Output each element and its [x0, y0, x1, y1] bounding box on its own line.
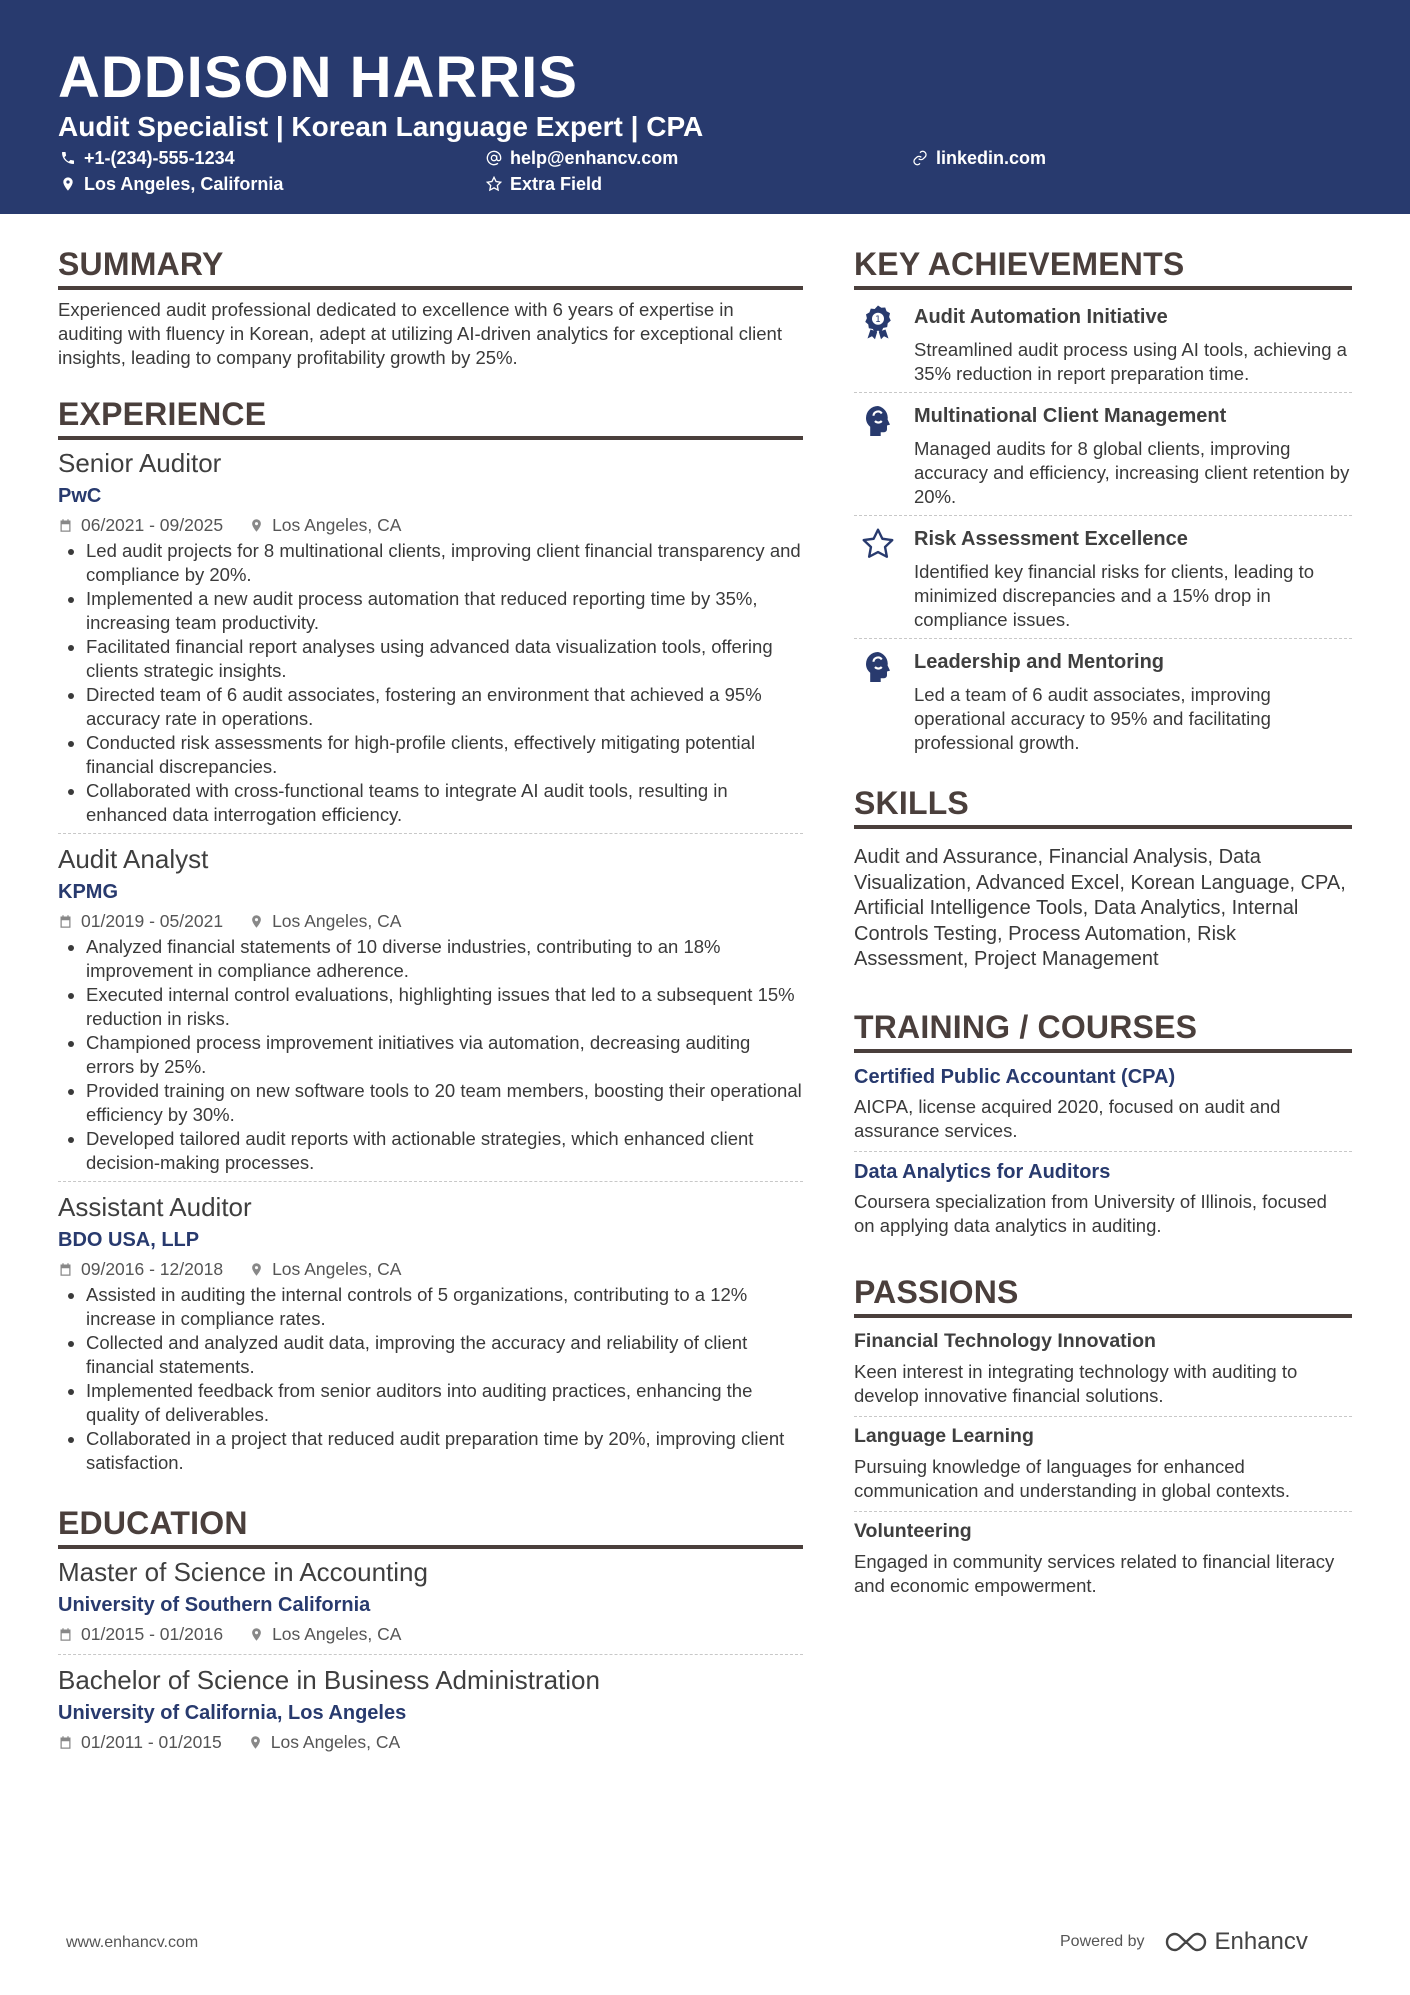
achievement-item	[854, 515, 1352, 638]
education-entry	[58, 1555, 803, 1654]
job-location	[249, 1257, 401, 1281]
job-location-text: Los Angeles, CA	[272, 1259, 402, 1279]
contact-linkedin[interactable]	[912, 146, 1046, 170]
achievement-title: Audit Automation Initiative	[914, 306, 1168, 328]
contact-extra	[486, 172, 602, 196]
bullet-item: • Implemented a new audit process automation that reduced reporting time by 35%, increasing team productivity.	[86, 587, 803, 635]
linkedin-link[interactable]: linkedin.com	[936, 148, 1047, 168]
location-pin-icon	[60, 176, 76, 192]
bullet-item: • Collaborated with cross-functional teams to integrate AI audit tools, resulting in enhanced data interrogation efficiency.	[86, 779, 803, 827]
school-name: University of Southern California	[58, 1594, 371, 1616]
powered-by-label: Powered by	[1060, 1933, 1145, 1950]
calendar-icon	[58, 518, 73, 533]
bullet-item: • Assisted in auditing the internal controls of 5 organizations, contributing to a 12% increase in compliance rates.	[86, 1283, 803, 1331]
link-icon	[912, 150, 928, 166]
location-pin-icon	[249, 1627, 264, 1642]
candidate-role: Audit Specialist | Korean Language Expert | CPA	[58, 111, 704, 142]
location-text: Los Angeles, California	[84, 174, 284, 194]
section-title: EXPERIENCE	[58, 394, 803, 440]
location-pin-icon	[249, 1262, 264, 1277]
school-name: University of California, Los Angeles	[58, 1702, 407, 1724]
achievement-icon-wrap	[854, 304, 914, 386]
calendar-icon	[58, 914, 73, 929]
company-name: BDO USA, LLP	[58, 1229, 200, 1251]
location-pin-icon	[248, 1735, 263, 1750]
section-title: TRAINING / COURSES	[854, 1007, 1352, 1053]
section-title: EDUCATION	[58, 1503, 803, 1549]
achievement-title: Risk Assessment Excellence	[914, 528, 1188, 550]
calendar-icon	[58, 1262, 73, 1277]
course-text: AICPA, license acquired 2020, focused on audit and assurance services.	[854, 1095, 1281, 1141]
bullet-item: • Executed internal control evaluations, highlighting issues that led to a subsequent 15% reduction in risks.	[86, 983, 803, 1031]
company-name: KPMG	[58, 881, 118, 903]
job-location	[249, 513, 401, 537]
location-pin-icon	[249, 914, 264, 929]
bullet-item: • Facilitated financial report analyses using advanced data visualization tools, offering clients strategic insights.	[86, 635, 803, 683]
education-dates: 01/2015 - 01/2016	[81, 1624, 224, 1644]
achievement-icon-wrap	[854, 403, 914, 509]
job-location	[249, 909, 401, 933]
skills-text: Audit and Assurance, Financial Analysis, Data Visualization, Advanced Excel, Korean Language, CPA, Artificial Intelligence Tools, Data Analytics, Internal Controls Testing, Process Automation, Risk Assessment, Project Management	[854, 846, 1346, 970]
passions-section	[854, 1272, 1352, 1606]
extra-field-text: Extra Field	[510, 174, 603, 194]
job-dates: 06/2021 - 09/2025	[81, 515, 224, 535]
bullet-item: • Directed team of 6 audit associates, fostering an environment that achieved a 95% accuracy rate in operations.	[86, 683, 803, 731]
section-title: SUMMARY	[58, 244, 803, 290]
head-profile-icon	[860, 403, 896, 439]
course-item	[854, 1057, 1352, 1151]
summary-section	[58, 244, 803, 370]
achievement-text: Identified key financial risks for clients, leading to minimized discrepancies and a 15% drop in compliance issues.	[914, 561, 1315, 630]
passion-title: Volunteering	[854, 1519, 972, 1542]
job-location-text: Los Angeles, CA	[272, 911, 402, 931]
bullet-item: • Developed tailored audit reports with actionable strategies, which enhanced client decision-making processes.	[86, 1127, 803, 1175]
bullet-item: • Collaborated in a project that reduced audit preparation time by 20%, improving client satisfaction.	[86, 1427, 803, 1475]
job-title: Senior Auditor	[58, 448, 222, 478]
phone-text: +1-(234)-555-1234	[84, 148, 235, 168]
education-location	[248, 1730, 400, 1754]
education-location	[249, 1622, 401, 1646]
head-profile-icon	[860, 649, 896, 685]
skills-section	[854, 783, 1352, 973]
calendar-icon	[58, 1627, 73, 1642]
phone-icon	[60, 150, 76, 166]
job-entry	[58, 446, 803, 833]
contact-email[interactable]	[486, 146, 678, 170]
job-meta	[58, 909, 803, 933]
experience-section	[58, 394, 803, 1481]
resume-header	[0, 0, 1410, 214]
passion-text: Keen interest in integrating technology with auditing to develop innovative financial solutions.	[854, 1360, 1298, 1406]
passion-text: Pursuing knowledge of languages for enhanced communication and understanding in global contexts.	[854, 1455, 1291, 1501]
job-entry	[58, 1181, 803, 1481]
contact-phone	[60, 146, 235, 170]
course-item	[854, 1151, 1352, 1246]
passion-item	[854, 1416, 1352, 1511]
bullet-item: • Championed process improvement initiatives via automation, decreasing auditing errors by 25%.	[86, 1031, 803, 1079]
job-dates: 01/2019 - 05/2021	[81, 911, 224, 931]
job-bullets	[58, 539, 803, 827]
education-location-text: Los Angeles, CA	[272, 1624, 402, 1644]
passion-text: Engaged in community services related to financial literacy and economic empowerment.	[854, 1550, 1335, 1596]
summary-text: Experienced audit professional dedicated to excellence with 6 years of expertise in auditing with fluency in Korean, adept at utilizing AI-driven analytics for exceptional client insights, leading to company profitability growth by 25%.	[58, 299, 782, 368]
degree-title: Master of Science in Accounting	[58, 1557, 428, 1587]
candidate-name: ADDISON HARRIS	[58, 45, 578, 110]
education-meta	[58, 1622, 803, 1646]
right-column	[854, 244, 1352, 1606]
job-title: Audit Analyst	[58, 844, 209, 874]
calendar-icon	[58, 1735, 73, 1750]
passion-title: Language Learning	[854, 1424, 1034, 1447]
achievement-title: Leadership and Mentoring	[914, 651, 1165, 673]
education-location-text: Los Angeles, CA	[270, 1732, 401, 1752]
achievement-text: Managed audits for 8 global clients, improving accuracy and efficiency, increasing client retention by 20%.	[914, 438, 1350, 507]
achievement-icon-wrap	[854, 526, 914, 632]
company-name: PwC	[58, 485, 102, 507]
job-meta	[58, 1257, 803, 1281]
job-dates: 09/2016 - 12/2018	[81, 1259, 224, 1279]
education-dates: 01/2011 - 01/2015	[81, 1732, 222, 1752]
svg-text:1: 1	[875, 315, 881, 325]
achievement-icon-wrap	[854, 649, 914, 755]
section-title: PASSIONS	[854, 1272, 1352, 1318]
job-title: Assistant Auditor	[58, 1192, 252, 1222]
email-link[interactable]: help@enhancv.com	[510, 148, 679, 168]
footer-branding	[1060, 1928, 1308, 1956]
education-entry	[58, 1654, 803, 1762]
job-location-text: Los Angeles, CA	[272, 515, 402, 535]
brand-name: Enhancv	[1214, 1928, 1308, 1955]
bullet-item: • Provided training on new software tools to 20 team members, boosting their operational efficiency by 30%.	[86, 1079, 803, 1127]
education-meta	[58, 1730, 803, 1754]
footer-website[interactable]: www.enhancv.com	[66, 1934, 199, 1951]
course-title: Data Analytics for Auditors	[854, 1160, 1111, 1183]
contact-location	[60, 172, 283, 196]
bullet-item: • Conducted risk assessments for high-profile clients, effectively mitigating potential financial discrepancies.	[86, 731, 803, 779]
achievements-section	[854, 244, 1352, 761]
award-ribbon-icon	[860, 304, 896, 340]
brand-logo[interactable]	[1163, 1928, 1308, 1956]
achievement-title: Multinational Client Management	[914, 405, 1227, 427]
section-title: SKILLS	[854, 783, 1352, 829]
section-title: KEY ACHIEVEMENTS	[854, 244, 1352, 290]
enhancv-logo-icon	[1163, 1930, 1209, 1954]
passion-item	[854, 1511, 1352, 1606]
job-entry	[58, 833, 803, 1181]
bullet-item: • Led audit projects for 8 multinational clients, improving client financial transparency and compliance by 20%.	[86, 539, 803, 587]
job-bullets	[58, 1283, 803, 1475]
at-sign-icon	[486, 150, 502, 166]
achievement-item	[854, 638, 1352, 761]
degree-title: Bachelor of Science in Business Administration	[58, 1665, 600, 1695]
course-text: Coursera specialization from University of Illinois, focused on applying data analytics in auditing.	[854, 1190, 1327, 1236]
achievement-text: Led a team of 6 audit associates, improving operational accuracy to 95% and facilitating professional growth.	[914, 684, 1271, 753]
job-meta	[58, 513, 803, 537]
bullet-item: • Collected and analyzed audit data, improving the accuracy and reliability of client financial statements.	[86, 1331, 803, 1379]
job-bullets	[58, 935, 803, 1175]
passion-title: Financial Technology Innovation	[854, 1329, 1156, 1352]
star-icon	[486, 176, 502, 192]
achievement-text: Streamlined audit process using AI tools, achieving a 35% reduction in report preparation time.	[914, 339, 1347, 384]
bullet-item: • Analyzed financial statements of 10 diverse industries, contributing to an 18% improvement in compliance adherence.	[86, 935, 803, 983]
bullet-item: • Implemented feedback from senior auditors into auditing practices, enhancing the quality of deliverables.	[86, 1379, 803, 1427]
left-column	[58, 244, 803, 1762]
education-section	[58, 1503, 803, 1762]
star-outline-icon	[860, 526, 896, 562]
course-title: Certified Public Accountant (CPA)	[854, 1065, 1176, 1088]
achievement-item	[854, 294, 1352, 392]
location-pin-icon	[249, 518, 264, 533]
passion-item	[854, 1322, 1352, 1416]
achievement-item	[854, 392, 1352, 515]
training-section	[854, 1007, 1352, 1246]
